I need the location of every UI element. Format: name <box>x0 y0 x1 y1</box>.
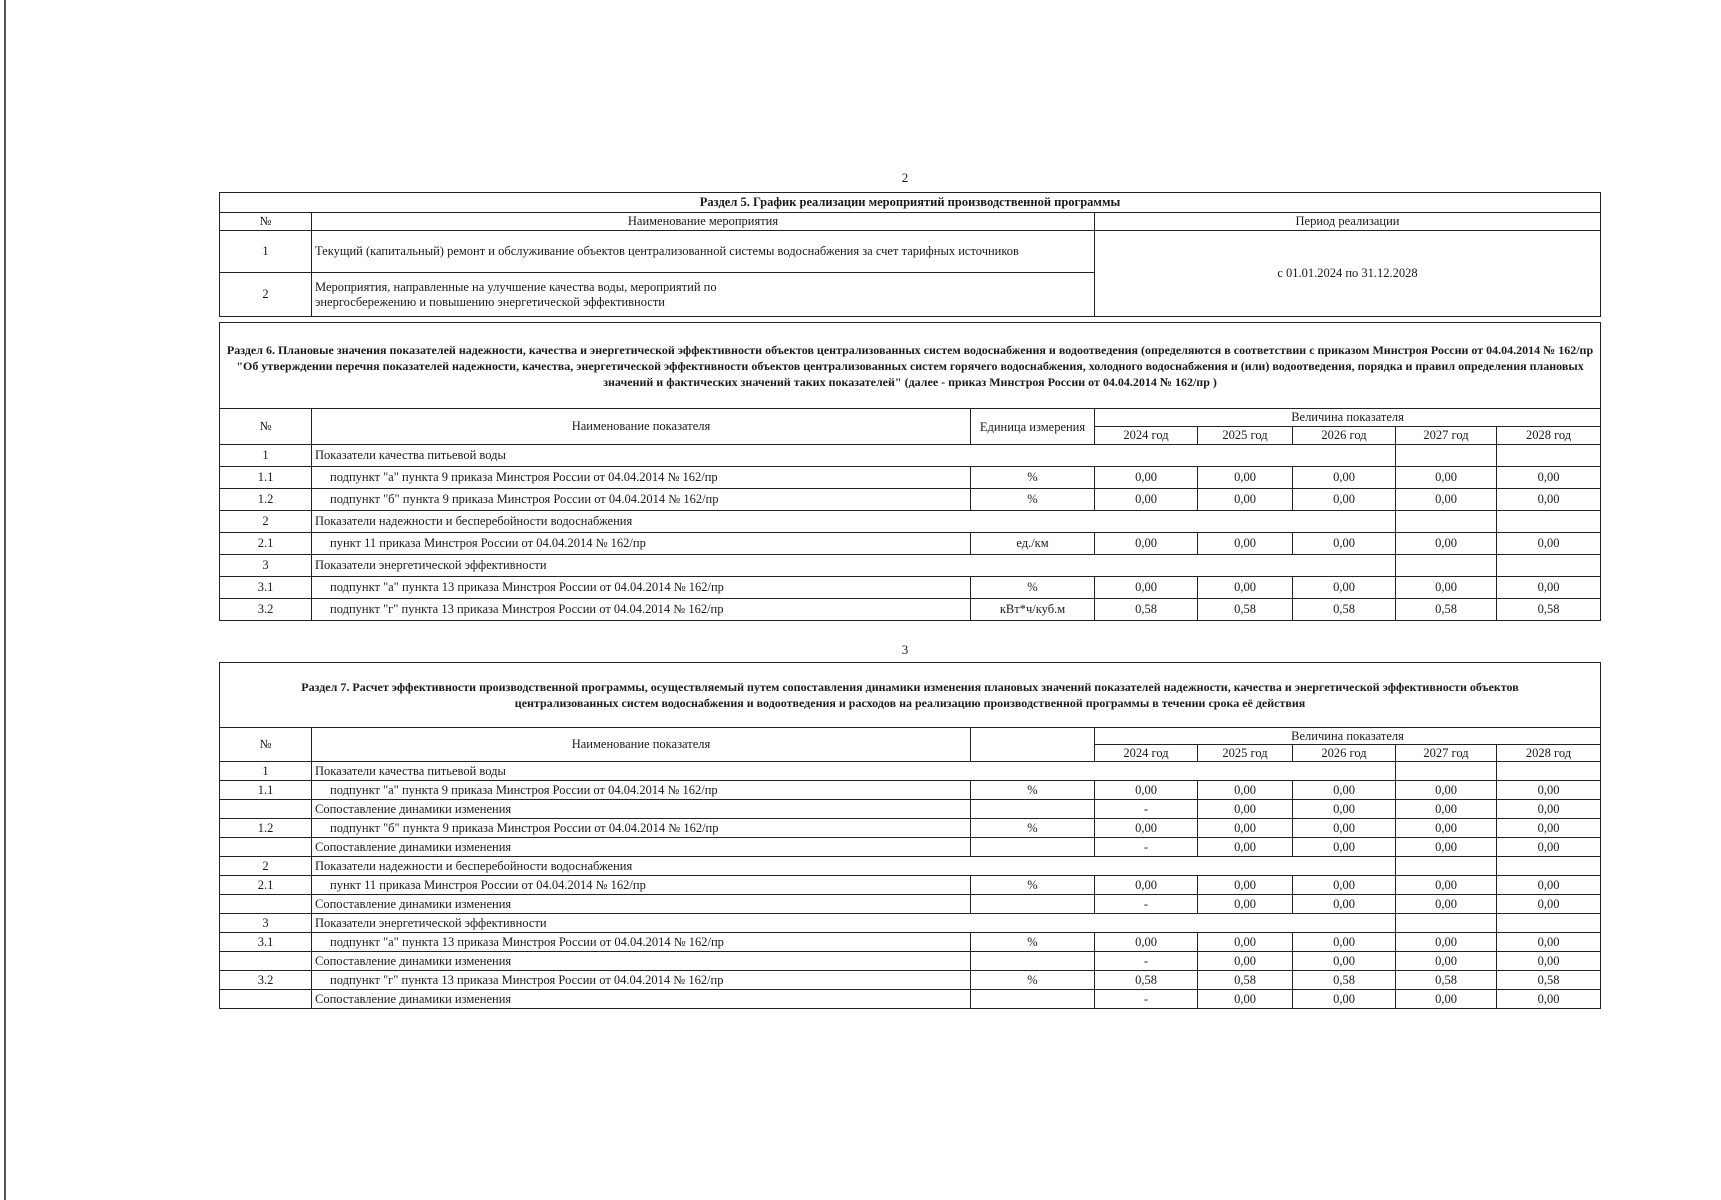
section6-year: 2027 год <box>1396 427 1497 445</box>
row-value: 0,00 <box>1497 577 1601 599</box>
row-number: 1 <box>220 445 312 467</box>
table-row <box>220 971 1601 990</box>
row-empty-cell <box>1497 914 1601 933</box>
row-unit: % <box>971 781 1095 800</box>
table-row <box>220 762 1601 781</box>
section5-row-name: Текущий (капитальный) ремонт и обслуживание объектов централизованной системы водоснабжения за счет тарифных источников <box>312 231 1095 273</box>
row-name: подпункт "г" пункта 13 приказа Минстроя России от 04.04.2014 № 162/пр <box>312 971 971 990</box>
row-value: - <box>1095 952 1198 971</box>
row-value: - <box>1095 800 1198 819</box>
table-row <box>220 511 1601 533</box>
row-name: Сопоставление динамики изменения <box>312 800 971 819</box>
row-number <box>220 990 312 1009</box>
row-number: 2.1 <box>220 533 312 555</box>
row-number: 3 <box>220 555 312 577</box>
page-number-3: 3 <box>901 642 909 657</box>
section5-title: Раздел 5. График реализации мероприятий производственной программы <box>220 193 1601 213</box>
section6-col-value: Величина показателя <box>1095 409 1601 427</box>
row-unit <box>971 990 1095 1009</box>
row-unit: % <box>971 467 1095 489</box>
section5-period: с 01.01.2024 по 31.12.2028 <box>1095 231 1601 317</box>
row-value: 0,58 <box>1095 971 1198 990</box>
row-value: 0,00 <box>1293 800 1396 819</box>
row-value: 0,00 <box>1293 933 1396 952</box>
table-row <box>220 599 1601 621</box>
table-row <box>220 952 1601 971</box>
row-value: 0,00 <box>1095 489 1198 511</box>
row-number: 2 <box>220 511 312 533</box>
table-row <box>220 895 1601 914</box>
section7-col-num: № <box>220 728 312 762</box>
section6-year: 2025 год <box>1198 427 1293 445</box>
row-value: 0,00 <box>1095 933 1198 952</box>
row-name: подпункт "а" пункта 13 приказа Минстроя России от 04.04.2014 № 162/пр <box>312 933 971 952</box>
table-row <box>220 489 1601 511</box>
row-value: 0,00 <box>1497 952 1601 971</box>
row-group-name: Показатели энергетической эффективности <box>312 555 971 577</box>
row-empty-cell <box>1497 857 1601 876</box>
row-value: 0,00 <box>1396 800 1497 819</box>
table-row <box>220 838 1601 857</box>
section7-body <box>220 762 1601 1009</box>
row-number <box>220 952 312 971</box>
row-number: 3.2 <box>220 971 312 990</box>
row-number: 3.2 <box>220 599 312 621</box>
row-value: 0,00 <box>1095 876 1198 895</box>
row-number <box>220 800 312 819</box>
row-value: 0,58 <box>1198 599 1293 621</box>
row-value: 0,00 <box>1198 781 1293 800</box>
row-unit: кВт*ч/куб.м <box>971 599 1095 621</box>
row-value: 0,00 <box>1396 990 1497 1009</box>
row-number: 1.1 <box>220 467 312 489</box>
row-value: 0,00 <box>1396 781 1497 800</box>
row-value: 0,00 <box>1293 838 1396 857</box>
row-empty-cell <box>1396 857 1497 876</box>
section6-col-unit: Единица измерения <box>971 409 1095 445</box>
row-value: 0,58 <box>1497 599 1601 621</box>
row-number <box>220 895 312 914</box>
row-value: 0,00 <box>1293 952 1396 971</box>
row-value: 0,00 <box>1095 819 1198 838</box>
section5-row-name: Мероприятия, направленные на улучшение качества воды, мероприятий по энергосбережению и повышению энергетической эффективности <box>312 273 1095 317</box>
section6-year: 2028 год <box>1497 427 1601 445</box>
row-number: 3.1 <box>220 577 312 599</box>
section6-title: Раздел 6. Плановые значения показателей надежности, качества и энергетической эффективности объектов централизованных систем водоснабжения и водоотведения (определяются в соответствии с приказом Минстроя России от 04.04.2014 № 162/пр "Об утверждении перечня показателей надежности, качества, энергетической эффективности объектов централизованных систем горячего водоснабжения, холодного водоснабжения и (или) водоотведения, порядка и правил определения плановых значений и фактических значений таких показателей" (далее - приказ Минстроя России от 04.04.2014 № 162/пр ) <box>220 323 1601 409</box>
row-value: 0,00 <box>1095 467 1198 489</box>
row-unit: % <box>971 577 1095 599</box>
row-value: 0,00 <box>1095 533 1198 555</box>
row-unit: % <box>971 933 1095 952</box>
row-number: 1.2 <box>220 489 312 511</box>
section7-table <box>219 662 1601 1009</box>
row-value: 0,00 <box>1198 819 1293 838</box>
row-value: 0,00 <box>1198 933 1293 952</box>
table-row <box>220 933 1601 952</box>
row-value: 0,00 <box>1293 489 1396 511</box>
table-row <box>220 819 1601 838</box>
row-empty-cell <box>1497 445 1601 467</box>
row-value: 0,00 <box>1497 533 1601 555</box>
row-value: 0,00 <box>1396 876 1497 895</box>
row-empty-cell <box>1396 511 1497 533</box>
row-value: 0,00 <box>1198 952 1293 971</box>
page-number-2: 2 <box>901 170 909 185</box>
row-name: Сопоставление динамики изменения <box>312 990 971 1009</box>
row-empty-cell <box>1396 555 1497 577</box>
section7-year: 2028 год <box>1497 745 1601 762</box>
row-value: 0,00 <box>1396 952 1497 971</box>
table-row <box>220 914 1601 933</box>
row-value: 0,00 <box>1293 533 1396 555</box>
row-name: пункт 11 приказа Минстроя России от 04.04.2014 № 162/пр <box>312 533 971 555</box>
row-value: 0,00 <box>1198 876 1293 895</box>
section7-year: 2027 год <box>1396 745 1497 762</box>
table-row <box>220 467 1601 489</box>
table-row <box>220 555 1601 577</box>
row-name: Сопоставление динамики изменения <box>312 952 971 971</box>
section7-col-unit <box>971 728 1095 762</box>
row-value: 0,00 <box>1497 895 1601 914</box>
row-value: 0,00 <box>1497 933 1601 952</box>
row-value: 0,00 <box>1198 800 1293 819</box>
row-value: 0,00 <box>1293 781 1396 800</box>
row-number <box>220 838 312 857</box>
row-value: 0,58 <box>1293 599 1396 621</box>
row-unit: % <box>971 819 1095 838</box>
section5-col-num: № <box>220 213 312 231</box>
row-value: 0,00 <box>1497 800 1601 819</box>
row-name: подпункт "а" пункта 9 приказа Минстроя России от 04.04.2014 № 162/пр <box>312 781 971 800</box>
row-unit <box>971 838 1095 857</box>
row-unit <box>971 895 1095 914</box>
row-value: 0,00 <box>1497 781 1601 800</box>
row-value: 0,58 <box>1095 599 1198 621</box>
table-row <box>220 445 1601 467</box>
row-empty-cell <box>1497 511 1601 533</box>
row-value: 0,58 <box>1497 971 1601 990</box>
row-value: 0,00 <box>1293 895 1396 914</box>
row-value: 0,00 <box>1095 781 1198 800</box>
row-group-name: Показатели качества питьевой воды <box>312 445 971 467</box>
row-value: 0,00 <box>1293 819 1396 838</box>
row-group-filler <box>971 511 1396 533</box>
table-row <box>220 990 1601 1009</box>
row-name: пункт 11 приказа Минстроя России от 04.04.2014 № 162/пр <box>312 876 971 895</box>
section6-year: 2026 год <box>1293 427 1396 445</box>
row-value: 0,00 <box>1198 467 1293 489</box>
row-value: 0,00 <box>1396 489 1497 511</box>
row-number: 1.2 <box>220 819 312 838</box>
row-value: - <box>1095 990 1198 1009</box>
section6-table <box>219 322 1601 621</box>
row-value: 0,00 <box>1293 467 1396 489</box>
row-group-name: Показатели энергетической эффективности <box>312 914 971 933</box>
row-unit: % <box>971 489 1095 511</box>
row-name: Сопоставление динамики изменения <box>312 838 971 857</box>
row-group-name: Показатели надежности и бесперебойности водоснабжения <box>312 857 971 876</box>
row-value: 0,58 <box>1293 971 1396 990</box>
row-number: 2 <box>220 857 312 876</box>
table-row <box>220 800 1601 819</box>
row-name: подпункт "а" пункта 9 приказа Минстроя России от 04.04.2014 № 162/пр <box>312 467 971 489</box>
section5-row-num: 2 <box>220 273 312 317</box>
row-name: подпункт "б" пункта 9 приказа Минстроя России от 04.04.2014 № 162/пр <box>312 489 971 511</box>
row-empty-cell <box>1497 555 1601 577</box>
row-value: 0,00 <box>1293 990 1396 1009</box>
row-unit: % <box>971 876 1095 895</box>
section6-year: 2024 год <box>1095 427 1198 445</box>
row-value: 0,00 <box>1396 819 1497 838</box>
row-empty-cell <box>1396 445 1497 467</box>
row-name: подпункт "а" пункта 13 приказа Минстроя России от 04.04.2014 № 162/пр <box>312 577 971 599</box>
section6-body <box>220 445 1601 621</box>
row-number: 3 <box>220 914 312 933</box>
row-value: 0,00 <box>1497 876 1601 895</box>
row-number: 2.1 <box>220 876 312 895</box>
table-row <box>220 876 1601 895</box>
row-value: 0,00 <box>1198 489 1293 511</box>
row-value: 0,58 <box>1396 599 1497 621</box>
row-group-filler <box>971 914 1396 933</box>
row-empty-cell <box>1396 914 1497 933</box>
row-value: 0,00 <box>1497 838 1601 857</box>
row-value: 0,00 <box>1396 577 1497 599</box>
row-group-filler <box>971 762 1396 781</box>
row-group-filler <box>971 445 1396 467</box>
section5-row-num: 1 <box>220 231 312 273</box>
row-value: 0,00 <box>1095 577 1198 599</box>
section7-year: 2026 год <box>1293 745 1396 762</box>
row-number: 1.1 <box>220 781 312 800</box>
row-group-filler <box>971 857 1396 876</box>
row-value: 0,00 <box>1198 838 1293 857</box>
section7-year: 2025 год <box>1198 745 1293 762</box>
row-name: подпункт "б" пункта 9 приказа Минстроя России от 04.04.2014 № 162/пр <box>312 819 971 838</box>
row-group-filler <box>971 555 1396 577</box>
row-value: 0,00 <box>1198 895 1293 914</box>
row-value: - <box>1095 895 1198 914</box>
row-name: подпункт "г" пункта 13 приказа Минстроя России от 04.04.2014 № 162/пр <box>312 599 971 621</box>
table-row <box>220 857 1601 876</box>
row-value: 0,00 <box>1497 990 1601 1009</box>
section6-col-num: № <box>220 409 312 445</box>
row-value: 0,00 <box>1293 876 1396 895</box>
row-unit: % <box>971 971 1095 990</box>
row-group-name: Показатели качества питьевой воды <box>312 762 971 781</box>
row-value: 0,58 <box>1198 971 1293 990</box>
row-value: 0,00 <box>1293 577 1396 599</box>
row-unit: ед./км <box>971 533 1095 555</box>
section7-col-value: Величина показателя <box>1095 728 1601 745</box>
table-row <box>220 577 1601 599</box>
section6-col-name: Наименование показателя <box>312 409 971 445</box>
scan-edge <box>4 0 6 1200</box>
row-value: 0,00 <box>1497 489 1601 511</box>
row-value: 0,00 <box>1198 533 1293 555</box>
section5-col-name: Наименование мероприятия <box>312 213 1095 231</box>
row-value: 0,00 <box>1396 533 1497 555</box>
table-row <box>220 781 1601 800</box>
row-empty-cell <box>1396 762 1497 781</box>
section5-table <box>219 192 1601 317</box>
section7-title: Раздел 7. Расчет эффективности производственной программы, осуществляемый путем сопоставления динамики изменения плановых значений показателей надежности, качества и энергетической эффективности объектов централизованных систем водоснабжения и водоотведения и расходов на реализацию производственной программы в течении срока её действия <box>220 663 1601 728</box>
row-value: - <box>1095 838 1198 857</box>
row-number: 3.1 <box>220 933 312 952</box>
row-value: 0,00 <box>1396 838 1497 857</box>
row-value: 0,58 <box>1396 971 1497 990</box>
row-value: 0,00 <box>1396 933 1497 952</box>
row-number: 1 <box>220 762 312 781</box>
section7-year: 2024 год <box>1095 745 1198 762</box>
row-value: 0,00 <box>1497 819 1601 838</box>
row-group-name: Показатели надежности и бесперебойности водоснабжения <box>312 511 971 533</box>
row-unit <box>971 800 1095 819</box>
row-value: 0,00 <box>1396 467 1497 489</box>
row-value: 0,00 <box>1497 467 1601 489</box>
row-unit <box>971 952 1095 971</box>
row-empty-cell <box>1497 762 1601 781</box>
row-value: 0,00 <box>1198 577 1293 599</box>
row-value: 0,00 <box>1198 990 1293 1009</box>
row-name: Сопоставление динамики изменения <box>312 895 971 914</box>
table-row <box>220 533 1601 555</box>
section5-col-period: Период реализации <box>1095 213 1601 231</box>
section7-col-name: Наименование показателя <box>312 728 971 762</box>
row-value: 0,00 <box>1396 895 1497 914</box>
